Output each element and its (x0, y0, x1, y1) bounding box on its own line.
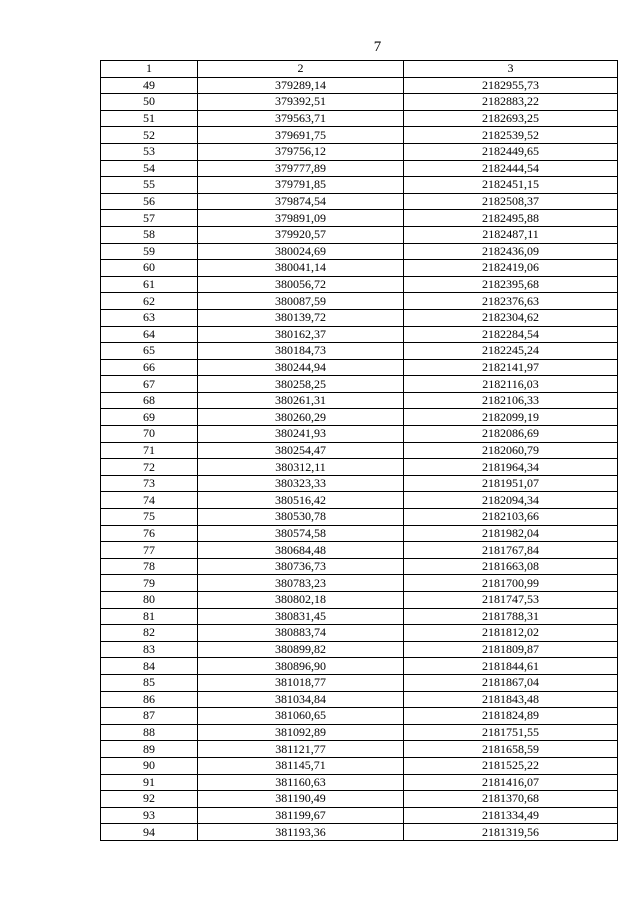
table-row (101, 525, 618, 542)
cell-x-coordinate: 380184,73 (198, 343, 404, 360)
cell-y-coordinate: 2181747,53 (404, 592, 618, 609)
cell-x-coordinate: 381193,36 (198, 824, 404, 841)
cell-x-coordinate: 381018,77 (198, 674, 404, 691)
table-row (101, 127, 618, 144)
cell-x-coordinate: 380899,82 (198, 641, 404, 658)
cell-x-coordinate: 380258,25 (198, 376, 404, 393)
cell-point-number: 75 (101, 509, 198, 526)
table-row (101, 824, 618, 841)
cell-y-coordinate: 2182304,62 (404, 309, 618, 326)
cell-y-coordinate: 2182449,65 (404, 143, 618, 160)
cell-x-coordinate: 380254,47 (198, 442, 404, 459)
table-row (101, 492, 618, 509)
cell-x-coordinate: 380041,14 (198, 260, 404, 277)
table-row (101, 409, 618, 426)
cell-x-coordinate: 379756,12 (198, 143, 404, 160)
cell-point-number: 70 (101, 426, 198, 443)
table-row (101, 326, 618, 343)
table-body (101, 77, 618, 840)
table-row (101, 641, 618, 658)
table-row (101, 708, 618, 725)
cell-point-number: 67 (101, 376, 198, 393)
cell-y-coordinate: 2182508,37 (404, 193, 618, 210)
table-row (101, 260, 618, 277)
table-row (101, 309, 618, 326)
cell-y-coordinate: 2182094,34 (404, 492, 618, 509)
table-row (101, 791, 618, 808)
cell-y-coordinate: 2181844,61 (404, 658, 618, 675)
cell-x-coordinate: 379874,54 (198, 193, 404, 210)
cell-y-coordinate: 2182487,11 (404, 226, 618, 243)
cell-point-number: 82 (101, 625, 198, 642)
cell-point-number: 59 (101, 243, 198, 260)
cell-point-number: 60 (101, 260, 198, 277)
cell-y-coordinate: 2181663,08 (404, 558, 618, 575)
cell-y-coordinate: 2181809,87 (404, 641, 618, 658)
table-row (101, 160, 618, 177)
cell-x-coordinate: 381034,84 (198, 691, 404, 708)
cell-x-coordinate: 380087,59 (198, 293, 404, 310)
table-row (101, 741, 618, 758)
table-row (101, 592, 618, 609)
cell-x-coordinate: 380783,23 (198, 575, 404, 592)
cell-y-coordinate: 2181319,56 (404, 824, 618, 841)
cell-x-coordinate: 380241,93 (198, 426, 404, 443)
cell-point-number: 80 (101, 592, 198, 609)
table-row (101, 193, 618, 210)
cell-x-coordinate: 380260,29 (198, 409, 404, 426)
cell-y-coordinate: 2182060,79 (404, 442, 618, 459)
cell-point-number: 88 (101, 724, 198, 741)
cell-y-coordinate: 2181767,84 (404, 542, 618, 559)
cell-y-coordinate: 2182955,73 (404, 77, 618, 94)
cell-point-number: 78 (101, 558, 198, 575)
cell-point-number: 66 (101, 359, 198, 376)
cell-y-coordinate: 2182436,09 (404, 243, 618, 260)
cell-point-number: 65 (101, 343, 198, 360)
cell-x-coordinate: 380831,45 (198, 608, 404, 625)
cell-y-coordinate: 2181416,07 (404, 774, 618, 791)
cell-point-number: 86 (101, 691, 198, 708)
cell-point-number: 79 (101, 575, 198, 592)
table-row (101, 392, 618, 409)
cell-point-number: 51 (101, 110, 198, 127)
cell-point-number: 55 (101, 177, 198, 194)
cell-x-coordinate: 380802,18 (198, 592, 404, 609)
cell-point-number: 90 (101, 757, 198, 774)
cell-point-number: 77 (101, 542, 198, 559)
table-row (101, 276, 618, 293)
cell-y-coordinate: 2182451,15 (404, 177, 618, 194)
cell-x-coordinate: 381060,65 (198, 708, 404, 725)
cell-x-coordinate: 381092,89 (198, 724, 404, 741)
table-row (101, 376, 618, 393)
cell-x-coordinate: 380162,37 (198, 326, 404, 343)
table-row (101, 343, 618, 360)
cell-y-coordinate: 2182099,19 (404, 409, 618, 426)
cell-point-number: 54 (101, 160, 198, 177)
table-row (101, 110, 618, 127)
cell-y-coordinate: 2182116,03 (404, 376, 618, 393)
cell-y-coordinate: 2182444,54 (404, 160, 618, 177)
cell-x-coordinate: 380261,31 (198, 392, 404, 409)
coordinates-table (100, 60, 618, 841)
cell-x-coordinate: 381145,71 (198, 757, 404, 774)
cell-point-number: 94 (101, 824, 198, 841)
table-row (101, 724, 618, 741)
column-header-y: 3 (404, 61, 618, 78)
cell-x-coordinate: 379563,71 (198, 110, 404, 127)
cell-y-coordinate: 2182883,22 (404, 94, 618, 111)
cell-point-number: 84 (101, 658, 198, 675)
cell-y-coordinate: 2181824,89 (404, 708, 618, 725)
cell-x-coordinate: 379289,14 (198, 77, 404, 94)
cell-point-number: 56 (101, 193, 198, 210)
cell-y-coordinate: 2182103,66 (404, 509, 618, 526)
cell-point-number: 71 (101, 442, 198, 459)
table-row (101, 542, 618, 559)
cell-x-coordinate: 381121,77 (198, 741, 404, 758)
cell-y-coordinate: 2181370,68 (404, 791, 618, 808)
table-row (101, 143, 618, 160)
cell-point-number: 81 (101, 608, 198, 625)
table-row (101, 177, 618, 194)
table-row (101, 210, 618, 227)
cell-x-coordinate: 379777,89 (198, 160, 404, 177)
cell-y-coordinate: 2182376,63 (404, 293, 618, 310)
cell-x-coordinate: 380896,90 (198, 658, 404, 675)
cell-point-number: 68 (101, 392, 198, 409)
cell-x-coordinate: 379891,09 (198, 210, 404, 227)
table-row (101, 807, 618, 824)
cell-point-number: 92 (101, 791, 198, 808)
cell-point-number: 87 (101, 708, 198, 725)
cell-x-coordinate: 381190,49 (198, 791, 404, 808)
cell-point-number: 83 (101, 641, 198, 658)
cell-y-coordinate: 2181700,99 (404, 575, 618, 592)
cell-x-coordinate: 380530,78 (198, 509, 404, 526)
table-row (101, 575, 618, 592)
cell-point-number: 50 (101, 94, 198, 111)
cell-point-number: 91 (101, 774, 198, 791)
table-row (101, 77, 618, 94)
cell-point-number: 72 (101, 459, 198, 476)
cell-point-number: 85 (101, 674, 198, 691)
table-row (101, 757, 618, 774)
cell-y-coordinate: 2182693,25 (404, 110, 618, 127)
cell-point-number: 61 (101, 276, 198, 293)
table-row (101, 94, 618, 111)
cell-x-coordinate: 380684,48 (198, 542, 404, 559)
cell-point-number: 69 (101, 409, 198, 426)
cell-point-number: 58 (101, 226, 198, 243)
page-number: 7 (373, 39, 382, 55)
cell-y-coordinate: 2182419,06 (404, 260, 618, 277)
cell-point-number: 52 (101, 127, 198, 144)
cell-point-number: 49 (101, 77, 198, 94)
cell-x-coordinate: 380574,58 (198, 525, 404, 542)
cell-point-number: 74 (101, 492, 198, 509)
cell-y-coordinate: 2182106,33 (404, 392, 618, 409)
table-row (101, 608, 618, 625)
cell-y-coordinate: 2181788,31 (404, 608, 618, 625)
table-row (101, 774, 618, 791)
table-row (101, 625, 618, 642)
cell-y-coordinate: 2182284,54 (404, 326, 618, 343)
table-row (101, 442, 618, 459)
cell-point-number: 76 (101, 525, 198, 542)
cell-point-number: 73 (101, 475, 198, 492)
cell-y-coordinate: 2181525,22 (404, 757, 618, 774)
column-header-number: 1 (101, 61, 198, 78)
cell-x-coordinate: 380883,74 (198, 625, 404, 642)
cell-y-coordinate: 2181812,02 (404, 625, 618, 642)
table-row (101, 293, 618, 310)
cell-y-coordinate: 2181964,34 (404, 459, 618, 476)
cell-x-coordinate: 380312,11 (198, 459, 404, 476)
cell-point-number: 89 (101, 741, 198, 758)
cell-point-number: 62 (101, 293, 198, 310)
table-row (101, 509, 618, 526)
table-row (101, 459, 618, 476)
table-row (101, 359, 618, 376)
table-row (101, 558, 618, 575)
cell-point-number: 64 (101, 326, 198, 343)
table-row (101, 658, 618, 675)
table-row (101, 426, 618, 443)
cell-y-coordinate: 2182539,52 (404, 127, 618, 144)
cell-x-coordinate: 379691,75 (198, 127, 404, 144)
cell-y-coordinate: 2182495,88 (404, 210, 618, 227)
cell-x-coordinate: 380244,94 (198, 359, 404, 376)
cell-x-coordinate: 379920,57 (198, 226, 404, 243)
cell-x-coordinate: 380736,73 (198, 558, 404, 575)
cell-point-number: 53 (101, 143, 198, 160)
cell-y-coordinate: 2181751,55 (404, 724, 618, 741)
column-header-x: 2 (198, 61, 404, 78)
cell-y-coordinate: 2182395,68 (404, 276, 618, 293)
cell-x-coordinate: 380323,33 (198, 475, 404, 492)
cell-x-coordinate: 380139,72 (198, 309, 404, 326)
table-header-row (101, 61, 618, 78)
table-row (101, 475, 618, 492)
cell-y-coordinate: 2181982,04 (404, 525, 618, 542)
cell-x-coordinate: 380056,72 (198, 276, 404, 293)
cell-y-coordinate: 2181843,48 (404, 691, 618, 708)
table-row (101, 226, 618, 243)
cell-x-coordinate: 380024,69 (198, 243, 404, 260)
cell-y-coordinate: 2181951,07 (404, 475, 618, 492)
cell-y-coordinate: 2181867,04 (404, 674, 618, 691)
table-row (101, 691, 618, 708)
table-row (101, 674, 618, 691)
cell-x-coordinate: 381160,63 (198, 774, 404, 791)
cell-point-number: 57 (101, 210, 198, 227)
cell-x-coordinate: 381199,67 (198, 807, 404, 824)
cell-y-coordinate: 2182086,69 (404, 426, 618, 443)
cell-y-coordinate: 2182245,24 (404, 343, 618, 360)
cell-y-coordinate: 2182141,97 (404, 359, 618, 376)
table-row (101, 243, 618, 260)
cell-x-coordinate: 380516,42 (198, 492, 404, 509)
cell-point-number: 63 (101, 309, 198, 326)
cell-x-coordinate: 379392,51 (198, 94, 404, 111)
cell-y-coordinate: 2181658,59 (404, 741, 618, 758)
cell-y-coordinate: 2181334,49 (404, 807, 618, 824)
cell-x-coordinate: 379791,85 (198, 177, 404, 194)
cell-point-number: 93 (101, 807, 198, 824)
